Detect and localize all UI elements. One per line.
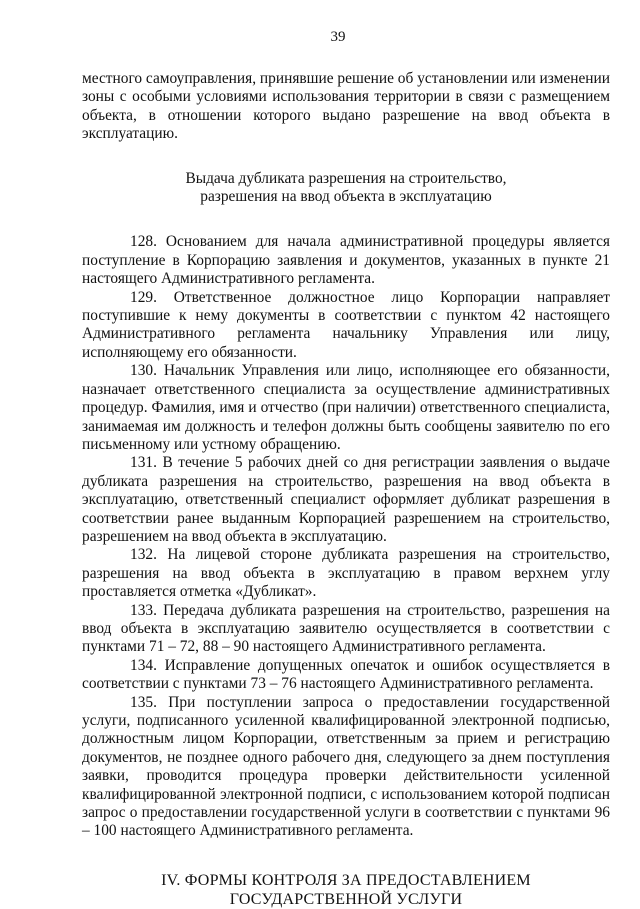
section-heading-line-1: Выдача дубликата разрешения на строительство, [185,169,507,187]
paragraph-131: 131. В течение 5 рабочих дней со дня регистрации заявления о выдаче дубликата разрешения на строительство, разрешения на ввод объекта в эксплуатацию, ответственный специалист оформляет дубликат разрешения в соответствии ранее выданным Корпорацией разрешением на строительство, разрешением на ввод объекта в эксплуатацию. [82,454,610,545]
paragraph-130: 130. Начальник Управления или лицо, исполняющее его обязанности, назначает ответственного специалиста за осуществление административных процедур. Фамилия, имя и отчество (при наличии) ответственного специалиста, занимаемая им должность и телефон должны быть сообщены заявителю по его письменному или устному обращению. [82,362,610,453]
paragraph-128: 128. Основанием для начала административной процедуры является поступление в Корпорацию заявления и документов, указанных в пункте 21 настоящего Административного регламента. [82,233,610,288]
paragraph-132: 132. На лицевой стороне дубликата разрешения на строительство, разрешения на ввод объекта в эксплуатацию в правом верхнем углу проставляется отметка «Дубликат». [82,546,610,601]
section-heading [82,170,610,207]
chapter-heading [82,871,610,909]
paragraph-134: 134. Исправление допущенных опечаток и ошибок осуществляется в соответствии с пунктами 73 – 76 настоящего Административного регламента. [82,656,610,693]
intro-paragraph: местного самоуправления, принявшие решение об установлении или изменении зоны с особыми условиями использования территории в связи с размещением объекта, в отношении которого выдано разрешение на ввод объекта в эксплуатацию. [82,70,610,143]
chapter-heading-line-1: IV. ФОРМЫ КОНТРОЛЯ ЗА ПРЕДОСТАВЛЕНИЕМ [161,871,531,889]
paragraph-129: 129. Ответственное должностное лицо Корпорации направляет поступившие к нему документы в соответствии с пунктом 42 настоящего Административного регламента начальнику Управления или лицу, исполняющему его обязанности. [82,288,610,361]
chapter-heading-line-2: ГОСУДАРСТВЕННОЙ УСЛУГИ [229,890,463,908]
section-heading-line-2: разрешения на ввод объекта в эксплуатацию [200,188,492,206]
page-number: 39 [330,29,346,45]
paragraph-135: 135. При поступлении запроса о предоставлении государственной услуги, подписанного усиленной квалифицированной электронной подписью, должностным лицом Корпорации, ответственным за прием и регистрацию документов, не позднее одного рабочего дня, следующего за днем поступления заявки, проводится процедура проверки действительности усиленной квалифицированной электронной подписи, с использованием которой подписан запрос о предоставлении государственной услуги в соответствии с пунктами 96 – 100 настоящего Административного регламента. [82,693,610,840]
paragraph-133: 133. Передача дубликата разрешения на строительство, разрешения на ввод объекта в эксплуатацию заявителю осуществляется в соответствии с пунктами 71 – 72, 88 – 90 настоящего Административного регламента. [82,601,610,656]
